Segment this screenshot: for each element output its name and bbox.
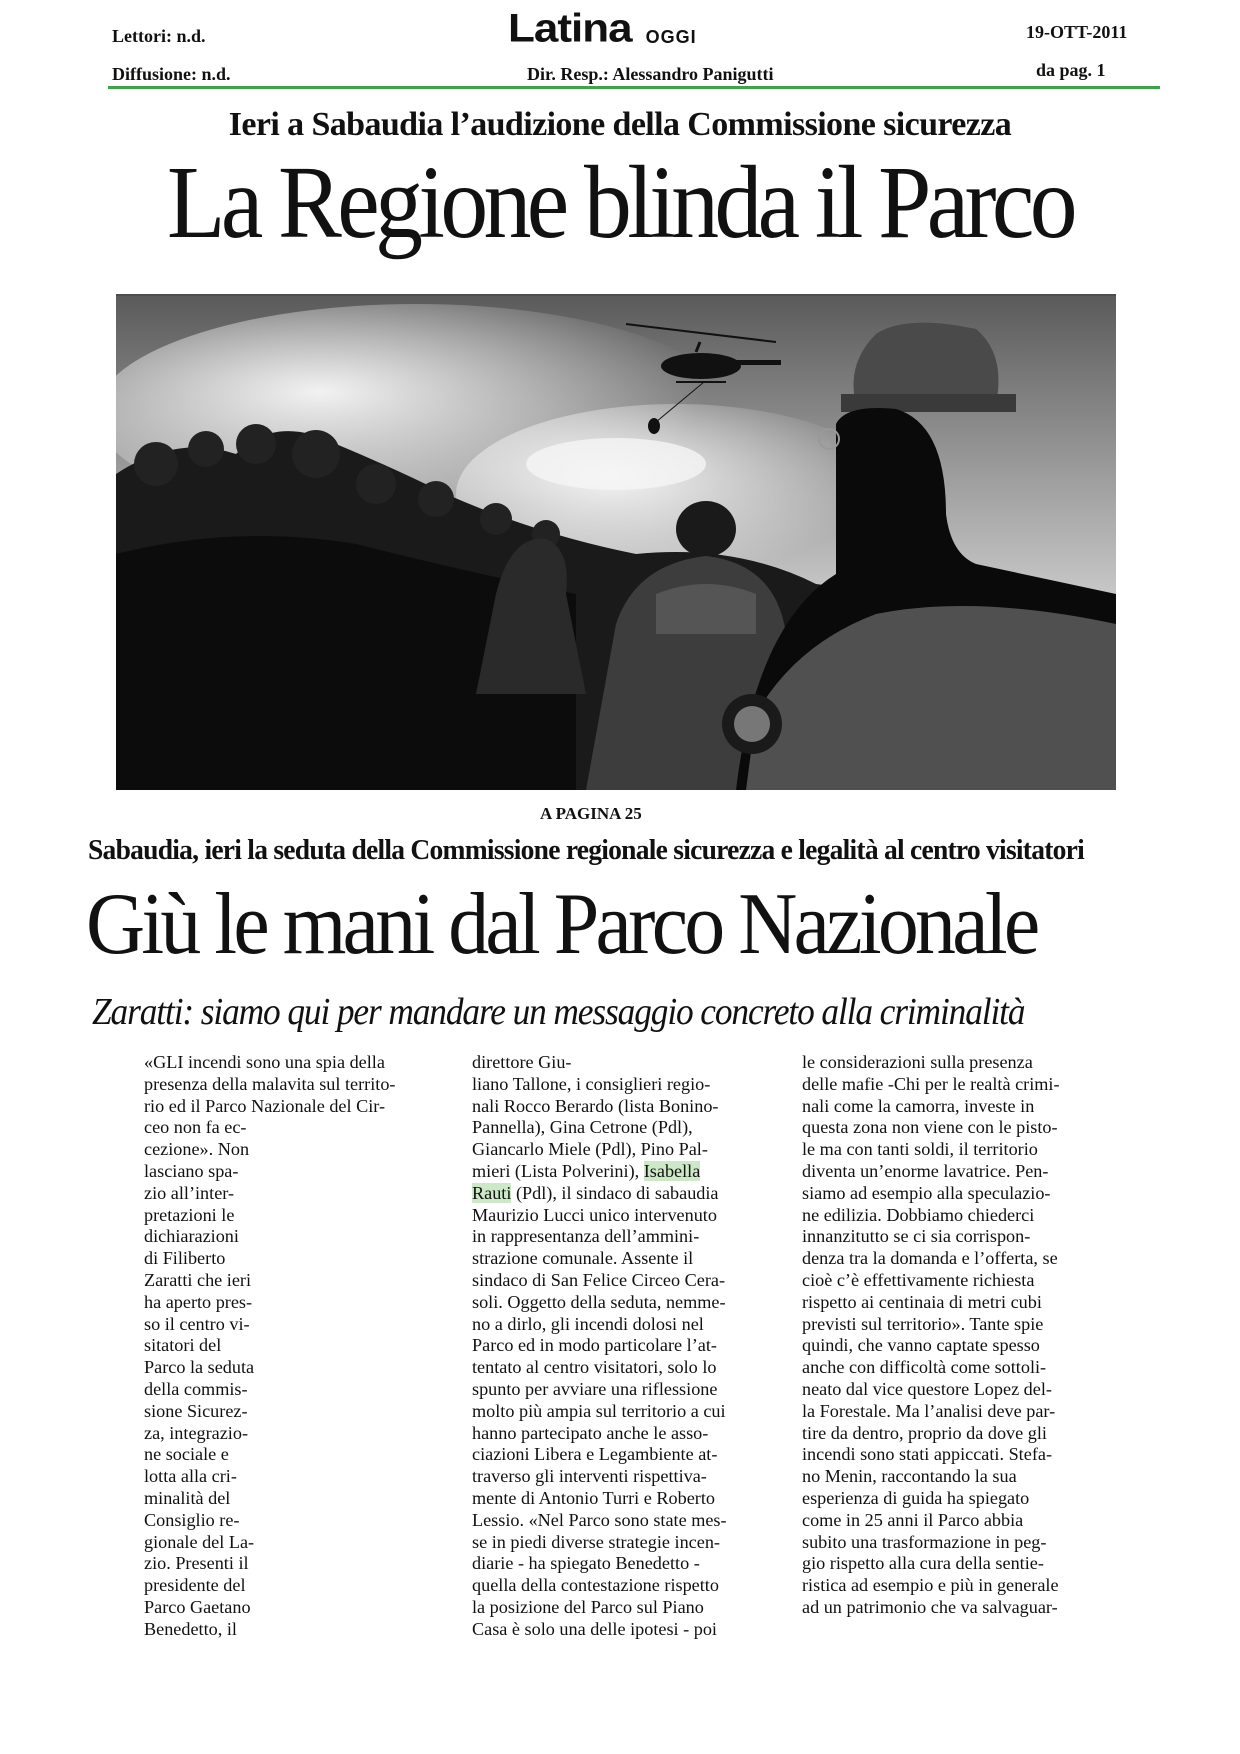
column-line: Giancarlo Miele (Pdl), Pino Pal- — [472, 1139, 708, 1160]
column-line: ne edilizia. Dobbiamo chiederci — [802, 1204, 1035, 1225]
column-line: diarie - ha spiegato Benedetto - — [472, 1553, 700, 1574]
column-line: in rappresentanza dell’ammini- — [472, 1226, 700, 1247]
readers-label: Lettori: n.d. — [112, 26, 206, 46]
column-line: spunto per avviare una riflessione — [472, 1378, 718, 1399]
column-line: Benedetto, il — [144, 1618, 237, 1639]
article-subheadline: Zaratti: siamo qui per mandare un messaggio concreto alla criminalità — [92, 991, 1025, 1033]
column-line: delle mafie -Chi per le realtà crimi- — [802, 1073, 1060, 1094]
column-line: anche con difficoltà come sottoli- — [802, 1357, 1047, 1378]
column-line: no a dirlo, gli incendi dolosi nel — [472, 1313, 704, 1334]
column-line: «GLI incendi sono una spia della — [144, 1052, 385, 1072]
column-line: ristica ad esempio e più in generale — [802, 1575, 1059, 1596]
column-line: ad un patrimonio che va salvaguar- — [802, 1596, 1058, 1617]
masthead-logo — [508, 4, 798, 52]
column-line: innanzitutto se ci sia corrispon- — [802, 1226, 1031, 1247]
column-line: la posizione del Parco sul Piano — [472, 1596, 704, 1617]
column-line: direttore Giu- — [472, 1052, 572, 1072]
column-line: lasciano spa- — [144, 1160, 239, 1181]
article-photo — [116, 294, 1116, 790]
column-line: minalità del — [144, 1487, 231, 1508]
column-line: le ma con tanti soldi, il territorio — [802, 1139, 1038, 1160]
column-line: Zaratti che ieri — [144, 1269, 252, 1290]
column-line: denza tra la domanda e l’offerta, se — [802, 1248, 1058, 1269]
column-line: gio rispetto alla cura della sentie- — [802, 1553, 1044, 1574]
column-line: Casa è solo una delle ipotesi - poi — [472, 1618, 717, 1639]
column-line: quella della contestazione rispetto — [472, 1575, 719, 1596]
column-line: ha aperto pres- — [144, 1291, 253, 1312]
column-text: (Pdl), il sindaco di sabaudia — [511, 1182, 719, 1203]
column-line: za, integrazio- — [144, 1422, 249, 1443]
column-line: incendi sono stati appiccati. Stefa- — [802, 1444, 1052, 1465]
column-line: molto più ampia sul territorio a cui — [472, 1400, 726, 1421]
column-line: quindi, che vanno captate spesso — [802, 1335, 1040, 1356]
column-text: mieri (Lista Polverini), — [472, 1160, 644, 1181]
column-line: cioè c’è effettivamente richiesta — [802, 1269, 1035, 1290]
column-line: rio ed il Parco Nazionale del Cir- — [144, 1095, 386, 1116]
column-line: se in piedi diverse strategie incen- — [472, 1531, 720, 1552]
column-line: presenza della malavita sul territo- — [144, 1073, 396, 1094]
column-line — [472, 1183, 772, 1205]
column-line: previsti sul territorio». Tante spie — [802, 1313, 1044, 1334]
column-line: tire da dentro, proprio da dove gli — [802, 1422, 1047, 1443]
article-column-2 — [472, 1052, 772, 1641]
column-line: sitatori del — [144, 1335, 222, 1356]
column-line: Maurizio Lucci unico intervenuto — [472, 1204, 717, 1225]
column-line: pretazioni le — [144, 1204, 235, 1225]
page-pointer: A PAGINA 25 — [540, 804, 642, 823]
column-line: zio all’inter- — [144, 1182, 235, 1203]
page-ref-label: da pag. 1 — [1036, 60, 1106, 80]
column-line: neato dal vice questore Lopez del- — [802, 1378, 1052, 1399]
date-label: 19-OTT-2011 — [1026, 22, 1128, 42]
column-line: gionale del La- — [144, 1531, 255, 1552]
column-line: Parco la seduta — [144, 1357, 255, 1378]
column-line: della commis- — [144, 1378, 248, 1399]
column-line: Consiglio re- — [144, 1509, 240, 1530]
column-line: le considerazioni sulla presenza — [802, 1052, 1033, 1072]
column-line: subito una trasformazione in peg- — [802, 1531, 1047, 1552]
column-line: come in 25 anni il Parco abbia — [802, 1509, 1024, 1530]
column-line: rispetto ai centinaia di metri cubi — [802, 1291, 1042, 1312]
column-line: sindaco di San Felice Circeo Cera- — [472, 1269, 726, 1290]
column-line: traverso gli interventi rispettiva- — [472, 1466, 707, 1487]
front-kicker: Ieri a Sabaudia l’audizione della Commissione sicurezza — [228, 106, 1012, 143]
column-line: so il centro vi- — [144, 1313, 250, 1334]
column-line — [472, 1161, 772, 1183]
header-divider — [108, 86, 1160, 89]
column-line: tentato al centro visitatori, solo lo — [472, 1357, 717, 1378]
column-line: sione Sicurez- — [144, 1400, 248, 1421]
column-line: ne sociale e — [144, 1444, 229, 1465]
column-line: mente di Antonio Turri e Roberto — [472, 1487, 715, 1508]
column-line: presidente del — [144, 1575, 246, 1596]
column-line: la Forestale. Ma l’analisi deve par- — [802, 1400, 1056, 1421]
column-line: di Filiberto — [144, 1248, 226, 1269]
article-headline: Giù le mani dal Parco Nazionale — [86, 876, 1037, 973]
highlighted-name: Isabella — [643, 1160, 701, 1181]
circulation-label: Diffusione: n.d. — [112, 64, 231, 84]
column-line: siamo ad esempio alla speculazio- — [802, 1182, 1051, 1203]
front-headline: La Regione blinda il Parco — [166, 145, 1074, 260]
column-line: questa zona non viene con le pisto- — [802, 1117, 1058, 1138]
column-line: liano Tallone, i consiglieri regio- — [472, 1073, 711, 1094]
column-line: dichiarazioni — [144, 1226, 239, 1247]
column-line: soli. Oggetto della seduta, nemme- — [472, 1291, 726, 1312]
masthead-title: Latina — [508, 6, 632, 51]
column-line: Parco ed in modo particolare l’at- — [472, 1335, 717, 1356]
column-line: nali Rocco Berardo (lista Bonino- — [472, 1095, 719, 1116]
column-line: esperienza di guida ha spiegato — [802, 1487, 1030, 1508]
column-line: nali come la camorra, investe in — [802, 1095, 1035, 1116]
column-line: no Menin, raccontando la sua — [802, 1466, 1017, 1487]
article-column-3 — [802, 1052, 1112, 1619]
column-line: lotta alla cri- — [144, 1466, 237, 1487]
column-line: strazione comunale. Assente il — [472, 1248, 694, 1269]
masthead-subtitle: OGGI — [645, 27, 697, 47]
column-line: Parco Gaetano — [144, 1596, 251, 1617]
column-line: Lessio. «Nel Parco sono state mes- — [472, 1509, 727, 1530]
highlighted-name: Rauti — [472, 1182, 512, 1203]
column-line: cezione». Non — [144, 1139, 250, 1160]
article-kicker: Sabaudia, ieri la seduta della Commissione regionale sicurezza e legalità al centro visitatori — [88, 834, 1085, 866]
director-label: Dir. Resp.: Alessandro Panigutti — [527, 64, 774, 84]
column-line: Pannella), Gina Cetrone (Pdl), — [472, 1117, 693, 1138]
article-column-1 — [144, 1052, 444, 1641]
column-line: ceo non fa ec- — [144, 1117, 247, 1138]
column-line: zio. Presenti il — [144, 1553, 249, 1574]
column-line: diventa un’enorme lavatrice. Pen- — [802, 1160, 1049, 1181]
column-line: ciazioni Libera e Legambiente at- — [472, 1444, 718, 1465]
column-line: hanno partecipato anche le asso- — [472, 1422, 709, 1443]
